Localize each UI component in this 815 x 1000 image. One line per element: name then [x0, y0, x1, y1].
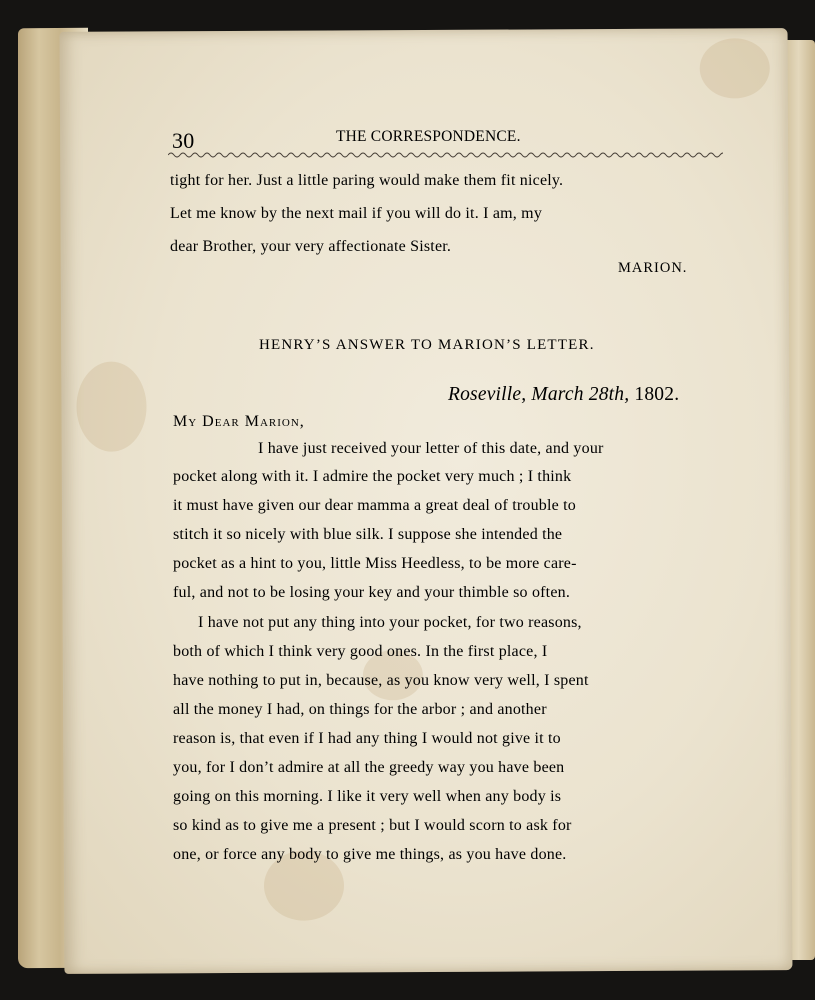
text-line: tight for her. Just a little paring would make them fit nicely.: [170, 172, 564, 189]
text-line: one, or force any body to give me things, as you have done.: [173, 846, 567, 863]
section-heading: HENRY’S ANSWER TO MARION’S LETTER.: [259, 337, 595, 353]
text-line: all the money I had, on things for the arbor ; and another: [173, 701, 547, 718]
text-line: reason is, that even if I had any thing I would not give it to: [173, 730, 561, 747]
wavy-rule: [168, 150, 723, 160]
signature: MARION.: [618, 260, 688, 276]
text-line: dear Brother, your very affectionate Sister.: [170, 238, 452, 255]
text-line: ful, and not to be losing your key and your thimble so often.: [173, 584, 571, 601]
running-title: THE CORRESPONDENCE.: [336, 128, 521, 145]
text-line: I have not put any thing into your pocket, for two reasons,: [198, 614, 582, 631]
dateline-place: Roseville, March 28th,: [448, 384, 630, 405]
text-line: you, for I don’t admire at all the greedy way you have been: [173, 759, 565, 776]
salutation: My Dear Marion,: [173, 413, 305, 430]
text-line: so kind as to give me a present ; but I would scorn to ask for: [173, 817, 572, 834]
text-line: stitch it so nicely with blue silk. I suppose she intended the: [173, 526, 563, 543]
text-line: have nothing to put in, because, as you know very well, I spent: [173, 672, 589, 689]
text-line: going on this morning. I like it very well when any body is: [173, 788, 562, 805]
text-line: pocket as a hint to you, little Miss Heedless, to be more care-: [173, 555, 577, 572]
text-line: I have just received your letter of this date, and your: [258, 440, 604, 457]
foxing-stain: [700, 38, 770, 98]
dateline: [448, 384, 679, 406]
text-line: it must have given our dear mamma a great deal of trouble to: [173, 497, 576, 514]
foxing-stain: [76, 361, 146, 451]
text-line: pocket along with it. I admire the pocket very much ; I think: [173, 468, 572, 485]
dateline-year: 1802.: [634, 384, 680, 405]
page-number: 30: [172, 128, 195, 153]
text-line: Let me know by the next mail if you will do it. I am, my: [170, 205, 543, 222]
text-line: both of which I think very good ones. In the first place, I: [173, 643, 548, 660]
